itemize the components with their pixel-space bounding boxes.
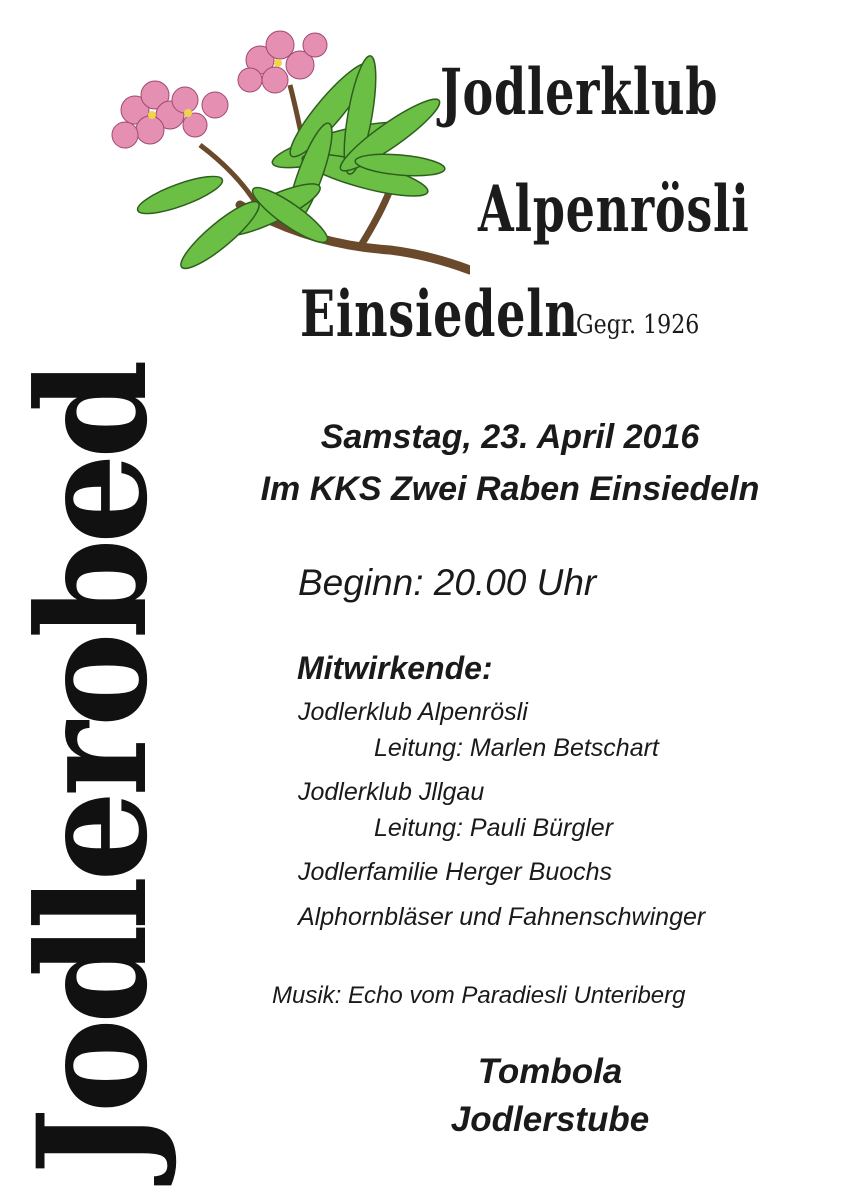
closing-tombola: Tombola xyxy=(477,1052,623,1091)
closing-jodlerstube: Jodlerstube xyxy=(450,1100,650,1139)
club-name-line-2: Alpenrösli xyxy=(478,172,750,247)
alpine-rose-flower-icon xyxy=(90,15,470,290)
event-title-text: Jodlerobed xyxy=(5,365,181,1175)
event-title-vertical xyxy=(5,365,181,1175)
event-venue: Im KKS Zwei Raben Einsiedeln xyxy=(260,470,760,508)
participants-title: Mitwirkende: xyxy=(297,650,493,686)
club-name-line-3: Einsiedeln xyxy=(300,277,579,352)
participant-line: Jodlerklub Alpenrösli xyxy=(298,698,528,726)
participant-line: Alphornbläser und Fahnenschwinger xyxy=(298,903,706,931)
music-credit: Musik: Echo vom Paradiesli Unteriberg xyxy=(272,982,686,1009)
club-name-line-1: Jodlerklub xyxy=(440,55,719,130)
participant-line: Jodlerfamilie Herger Buochs xyxy=(298,858,613,886)
founded-year: Gegr. 1926 xyxy=(576,310,700,340)
participant-leader-line: Leitung: Marlen Betschart xyxy=(374,734,659,762)
participant-line: Jodlerklub Jllgau xyxy=(298,778,485,806)
participant-leader-line: Leitung: Pauli Bürgler xyxy=(374,814,614,842)
event-begin-time: Beginn: 20.00 Uhr xyxy=(298,562,597,603)
event-date: Samstag, 23. April 2016 xyxy=(320,418,700,456)
